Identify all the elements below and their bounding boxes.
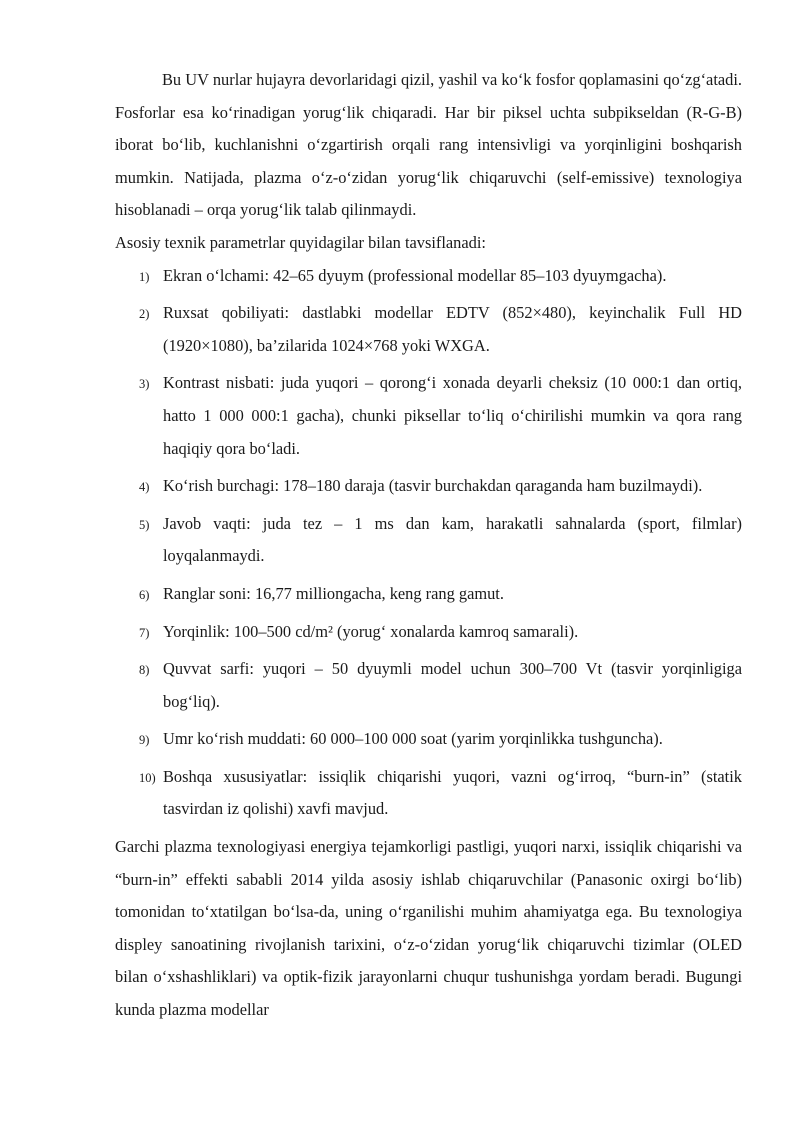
list-item-number: 10) [139,770,156,785]
list-item [115,508,742,573]
list-item-text: Ruxsat qobiliyati: dastlabki modellar EDTV (852×480), keyinchalik Full HD (1920×1080), ba’zilarida 1024×768 yoki WXGA. [163,303,742,355]
technical-parameters-list [115,260,742,827]
list-item-text: Boshqa xususiyatlar: issiqlik chiqarishi yuqori, vazni og‘irroq, “burn-in” (statik tasvirdan iz qolishi) xavfi mavjud. [163,766,742,819]
list-lead-text: Asosiy texnik parametrlar quyidagilar bilan tavsiflanadi: [115,232,486,252]
list-item-number: 9) [139,733,150,748]
document-page [115,64,742,1027]
list-item-text: Quvvat sarfi: yuqori – 50 dyuymli model uchun 300–700 Vt (tasvir yorqinligiga bog‘liq). [163,659,742,711]
list-item-number: 1) [139,269,150,284]
list-item [115,616,742,649]
list-item-number: 5) [139,517,150,532]
list-item [115,367,742,465]
list-item [115,470,742,503]
list-item [115,723,742,756]
list-item [115,578,742,611]
list-item-text: Ko‘rish burchagi: 178–180 daraja (tasvir burchakdan qaraganda ham buzilmaydi). [163,476,703,496]
list-item-number: 4) [139,480,150,495]
list-item-text: Yorqinlik: 100–500 cd/m² (yorug‘ xonalarda kamroq samarali). [163,621,579,641]
list-item [115,761,742,826]
list-item-number: 8) [139,663,150,678]
list-item-number: 2) [139,307,150,322]
list-item-number: 7) [139,625,150,640]
list-item [115,260,742,293]
list-item [115,297,742,362]
conclusion-paragraph: Garchi plazma texnologiyasi energiya tejamkorligi pastligi, yuqori narxi, issiqlik chiqarishi va “burn-in” effekti sababli 2014 yilda asosiy ishlab chiqaruvchilar (Panasonic oxirgi bo‘lib) tomonidan to‘xtatilgan bo‘lsa-da, uning o‘rganilishi muhim ahamiyatga ega. Bu texnologiya displey sanoatining rivojlanish tarixini, o‘z-o‘zidan yorug‘lik chiqaruvchi tizimlar (OLED bilan o‘xshashliklari) va optik-fizik jarayonlarni chuqur tushunishga yordam beradi. Bugungi kunda plazma modellar [115,837,742,1020]
list-item [115,653,742,718]
list-item-number: 6) [139,587,150,602]
list-item-text: Javob vaqti: juda tez – 1 ms dan kam, harakatli sahnalarda (sport, filmlar) loyqalanmaydi. [163,513,742,566]
list-item-number: 3) [139,377,150,392]
list-item-text: Ranglar soni: 16,77 milliongacha, keng rang gamut. [163,583,504,603]
intro-paragraph: Bu UV nurlar hujayra devorlaridagi qizil, yashil va ko‘k fosfor qoplamasini qo‘zg‘atadi. Fosforlar esa ko‘rinadigan yorug‘lik chiqaradi. Har bir piksel uchta subpikseldan (R-G-B) iborat bo‘lib, kuchlanishni o‘zgartirish orqali rang intensivligi va yorqinligini boshqarish mumkin. Natijada, plazma o‘z-o‘zidan yorug‘lik chiqaruvchi (self-emissive) texnologiya hisoblanadi – orqa yorug‘lik talab qilinmaydi. [115,70,742,220]
list-item-text: Kontrast nisbati: juda yuqori – qorong‘i xonada deyarli cheksiz (10 000:1 dan ortiq, hatto 1 000 000:1 gacha), chunki piksellar to‘liq o‘chirilishi mumkin va qora rang haqiqiy qora bo‘ladi. [163,373,742,458]
list-item-text: Umr ko‘rish muddati: 60 000–100 000 soat (yarim yorqinlikka tushguncha). [163,729,663,749]
list-item-text: Ekran o‘lchami: 42–65 dyuym (professional modellar 85–103 dyuymgacha). [163,265,667,285]
